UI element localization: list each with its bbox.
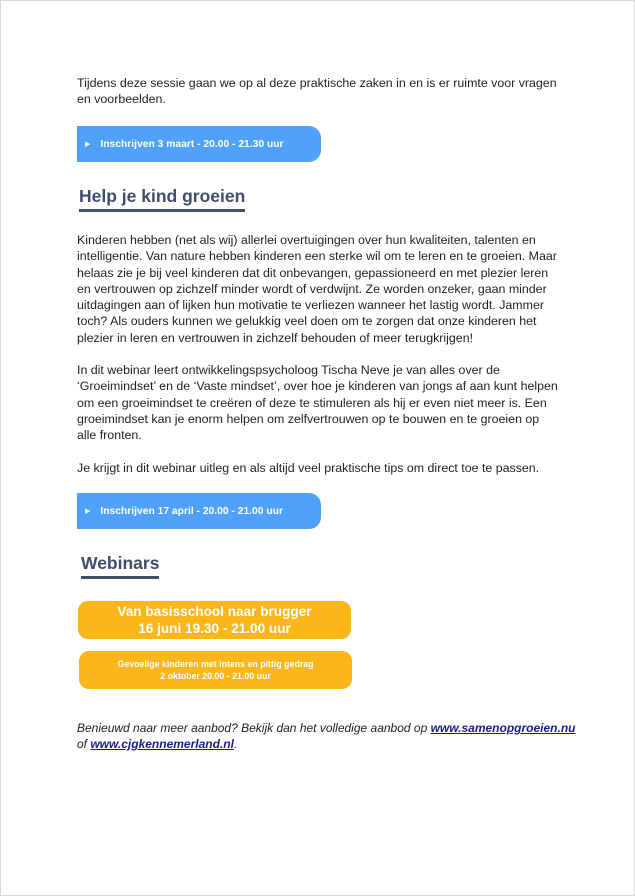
- section1-paragraph-3: Je krijgt in dit webinar uitleg en als altijd veel praktische tips om direct toe te passen.: [77, 461, 540, 475]
- register-march-label: Inschrijven 3 maart - 20.00 - 21.30 uur: [100, 138, 284, 150]
- webinar-gevoelige-kinderen-button[interactable]: [79, 651, 352, 689]
- register-april-label: Inschrijven 17 april - 20.00 - 21.00 uur: [100, 505, 283, 517]
- section-title-help-je-kind-groeien: Help je kind groeien: [79, 186, 245, 212]
- webinar-title: Gevoelige kinderen met intens en pittig gedrag: [117, 658, 314, 669]
- webinar-date: 16 juni 19.30 - 21.00 uur: [138, 621, 291, 636]
- title-underline: [81, 576, 159, 579]
- samenopgroeien-link[interactable]: www.samenopgroeien.nu: [430, 721, 576, 735]
- webinar-basisschool-button[interactable]: [78, 601, 351, 639]
- section1-paragraph-1: Kinderen hebben (net als wij) allerlei overtuigingen over hun kwaliteiten, talenten en intelligentie. Van nature hebben kinderen een sterke wil om te leren en te groeien. Maar helaas zie je bij veel kinderen dat dit onbevangen, gepassioneerd en met plezier leren en vertrouwen op zichzelf minder wordt of verdwijnt. Ze worden onzeker, gaan minder uitdagingen aan of lijken hun motivatie te verliezen wanneer het lastig wordt. Jammer toch? Als ouders kunnen we gelukkig veel doen om te zorgen dat onze kinderen het plezier in leren en vertrouwen in zichzelf behouden of meer terugkrijgen!: [77, 233, 557, 345]
- title-underline: [79, 209, 245, 212]
- register-march-button[interactable]: [77, 126, 321, 162]
- webinar-title: Van basisschool naar brugger: [117, 604, 312, 619]
- register-april-button[interactable]: [77, 493, 321, 529]
- section1-paragraph-2: In dit webinar leert ontwikkelingspsycholoog Tischa Neve je van alles over de ‘Groeimindset’ en de ‘Vaste mindset’, over hoe je kinderen van jongs af aan kunt helpen om een groeimindset te creëren of deze te stimuleren als hij er even niet meer is. Een groeimindset kan je enorm helpen om zelfvertrouwen op te bouwen en te groeien op alle fronten.: [77, 363, 558, 443]
- section-title-webinars: Webinars: [81, 553, 159, 579]
- play-triangle-icon: ▶: [85, 508, 91, 515]
- webinar-date: 2 oktober 20.00 - 21.00 uur: [160, 671, 271, 681]
- footer-text: Benieuwd naar meer aanbod? Bekijk dan het volledige aanbod op www.samenopgroeien.nu of www.cjgkennemerland.nl.: [77, 721, 576, 751]
- cjgkennemerland-link[interactable]: www.cjgkennemerland.nl: [90, 737, 234, 751]
- play-triangle-icon: ▶: [85, 141, 91, 148]
- intro-text: Tijdens deze sessie gaan we op al deze praktische zaken in en is er ruimte voor vragen en voorbeelden.: [77, 76, 557, 107]
